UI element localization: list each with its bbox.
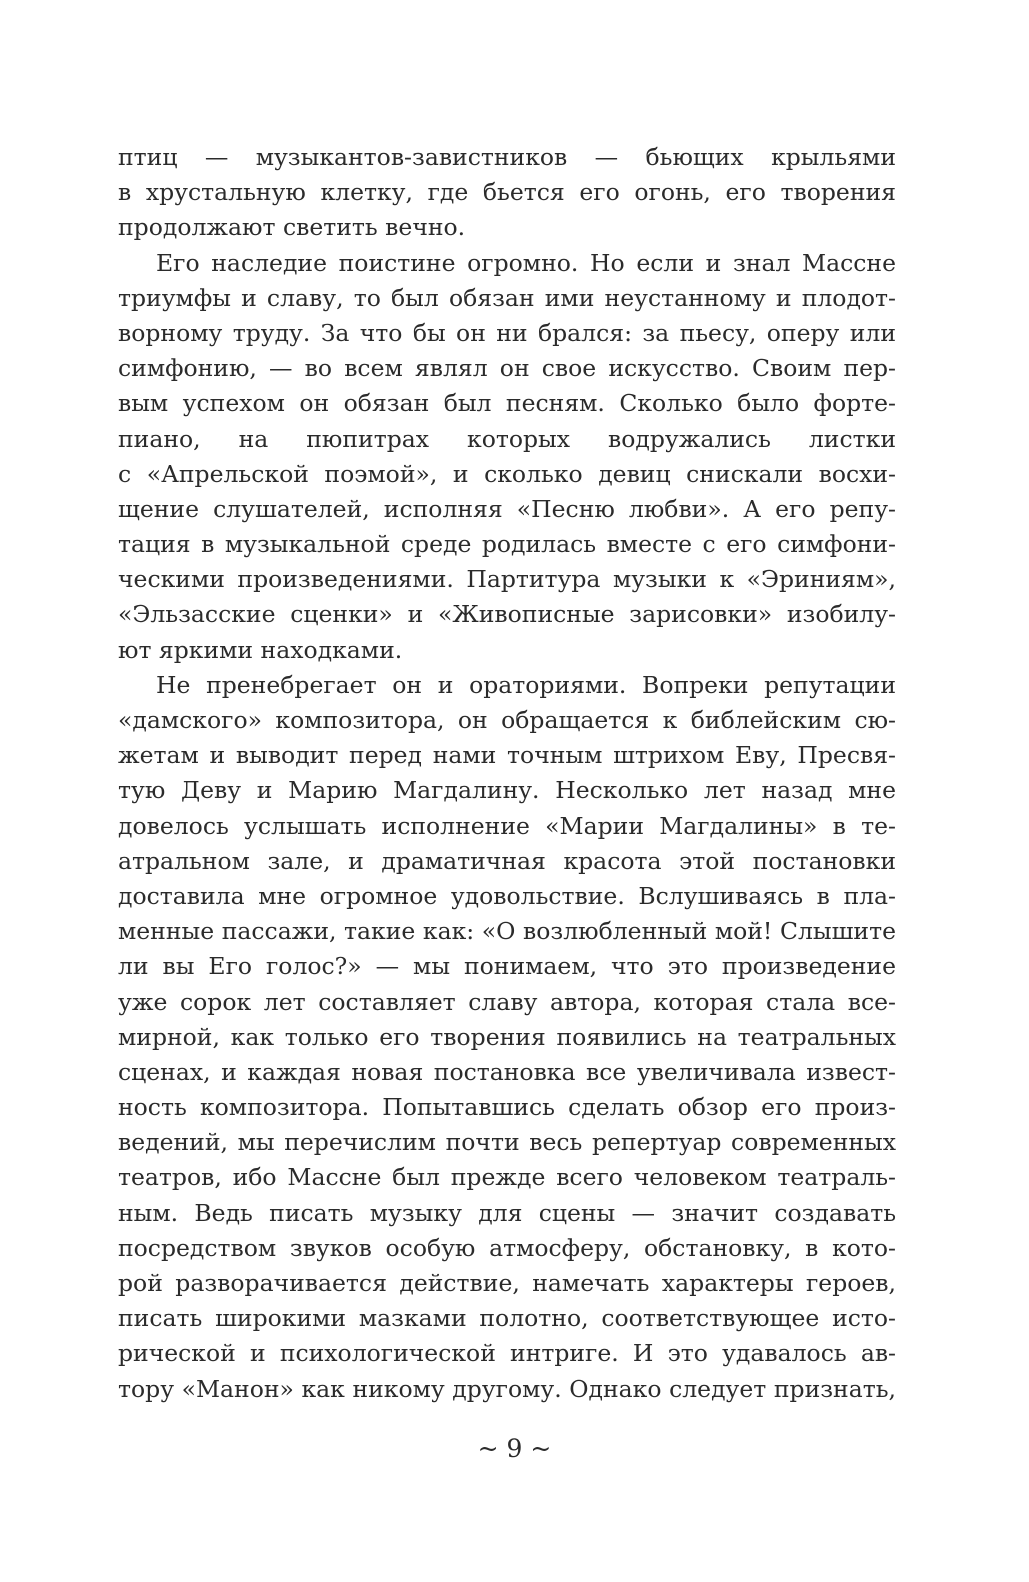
text-line: триумфы и славу, то был обязан ими неустанному и плодот- [118, 283, 896, 312]
text-line: «Эльзасские сценки» и «Живописные зарисовки» изобилу- [118, 600, 896, 629]
text-line: доставила мне огромное удовольствие. Вслушиваясь в пла- [118, 881, 896, 910]
text-line: ют яркими находками. [118, 635, 403, 664]
text-line: атральном зале, и драматичная красота этой постановки [118, 846, 896, 875]
text-line: симфонию, — во всем являл он свое искусство. Своим пер- [118, 354, 896, 383]
text-line: ность композитора. Попытавшись сделать обзор его произ- [118, 1093, 896, 1122]
text-line: посредством звуков особую атмосферу, обстановку, в кото- [118, 1233, 896, 1262]
text-line: рой разворачивается действие, намечать характеры героев, [118, 1269, 896, 1297]
text-line: тору «Манон» как никому другому. Однако следует признать, [118, 1374, 896, 1403]
text-line: мирной, как только его творения появились на театральных [118, 1022, 896, 1051]
text-line: ведений, мы перечислим почти весь репертуар современных [118, 1128, 896, 1157]
body-text [118, 140, 896, 1407]
text-line: ворному труду. За что бы он ни брался: за пьесу, оперу или [118, 318, 896, 347]
text-line: с «Апрельской поэмой», и сколько девиц снискали восхи- [118, 459, 896, 488]
text-line: Его наследие поистине огромно. Но если и знал Массне [156, 248, 896, 277]
text-line: ли вы Его голос?» — мы понимаем, что это произведение [118, 952, 896, 981]
text-line: в хрустальную клетку, где бьется его огонь, его творения [118, 178, 896, 207]
text-line: сценах, и каждая новая постановка все увеличивала извест- [118, 1057, 896, 1086]
text-line: тация в музыкальной среде родилась вместе с его симфони- [118, 530, 896, 559]
text-line: уже сорок лет составляет славу автора, которая стала все- [118, 987, 896, 1016]
text-line: вым успехом он обязан был песням. Сколько было форте- [118, 389, 896, 418]
text-line: продолжают светить вечно. [118, 213, 466, 242]
text-line: ным. Ведь писать музыку для сцены — значит создавать [118, 1198, 896, 1227]
page-number: ~ 9 ~ [477, 1434, 552, 1463]
text-line: менные пассажи, такие как: «О возлюбленный мой! Слышите [118, 917, 896, 946]
text-line: писать широкими мазками полотно, соответствующее исто- [118, 1304, 896, 1333]
text-line: птиц — музыкантов-завистников — бьющих крыльями [118, 143, 896, 171]
text-line: рической и психологической интриге. И это удавалось ав- [118, 1339, 896, 1368]
text-line: тую Деву и Марию Магдалину. Несколько лет назад мне [118, 776, 896, 805]
text-line: Не пренебрегает он и ораториями. Вопреки репутации [156, 670, 896, 699]
text-line: ческими произведениями. Партитура музыки к «Эриниям», [118, 565, 896, 594]
text-line: пиано, на пюпитрах которых водружались листки [118, 424, 896, 453]
text-line: щение слушателей, исполняя «Песню любви». А его репу- [118, 494, 896, 523]
text-line: довелось услышать исполнение «Марии Магдалины» в те- [118, 811, 896, 840]
text-line: театров, ибо Массне был прежде всего человеком театраль- [118, 1163, 896, 1192]
text-line: «дамского» композитора, он обращается к библейским сю- [118, 706, 896, 734]
text-line: жетам и выводит перед нами точным штрихом Еву, Пресвя- [118, 741, 896, 770]
